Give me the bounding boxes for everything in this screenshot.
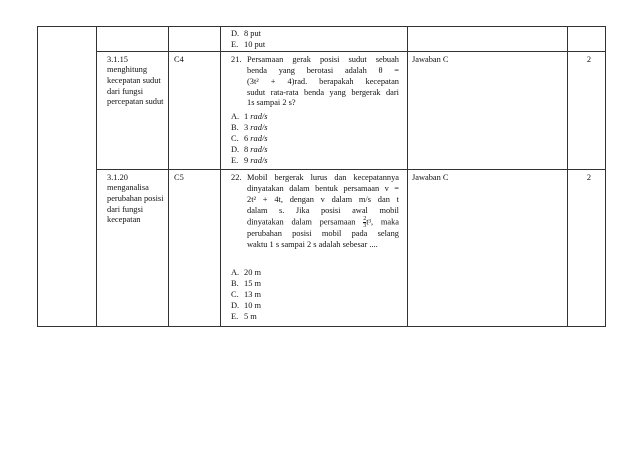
option-unit: rad/s [250, 134, 268, 144]
stem-line: dalam s. Jika posisi awal mobil [247, 205, 399, 215]
option-text: 8 put [244, 29, 261, 38]
option-e [231, 156, 399, 167]
indicator-text: dari fungsi [107, 86, 144, 96]
option-unit: rad/s [250, 155, 268, 165]
option-value: 9 [244, 155, 249, 165]
stem-line: perubahan posisi mobil pada selang [247, 229, 399, 239]
blank-cell [97, 27, 169, 52]
option-text: 15 m [244, 279, 261, 289]
question-number: 21. [231, 54, 242, 64]
score-value: 2 [586, 172, 591, 182]
score-value: 2 [586, 54, 591, 64]
blank-cell [169, 27, 221, 52]
indicator-code: 3.1.15 [107, 54, 128, 64]
score-cell [568, 51, 606, 169]
stem-line: 1s sampai 2 s? [247, 98, 296, 108]
option-text: 13 m [244, 290, 261, 300]
fraction-numerator: 2 [363, 216, 367, 223]
option-e [231, 40, 399, 51]
option-letter: E. [231, 311, 239, 321]
answer-cell [408, 51, 568, 169]
option-letter: A. [231, 112, 240, 122]
option-d [231, 29, 399, 40]
blank-left-cell [38, 27, 97, 327]
options-list [231, 268, 399, 323]
option-text: 20 m [244, 268, 261, 278]
table-row-continuation [38, 27, 606, 52]
answer-key: Jawaban C [412, 172, 449, 182]
option-letter: C. [231, 290, 239, 300]
question-cell [221, 51, 408, 169]
option-a [231, 112, 399, 123]
cognitive-level-cell [169, 51, 221, 169]
options-list [231, 112, 399, 167]
question-grid-table [37, 26, 606, 327]
option-d [231, 145, 399, 156]
stem-line: sudut rata-rata benda yang bergerak dari [247, 87, 399, 97]
option-e [231, 312, 399, 323]
fraction-denominator: 3 [363, 223, 367, 230]
cognitive-level-cell [169, 169, 221, 326]
stem-text: t³, maka [366, 217, 399, 227]
indicator-text: menghitung [107, 65, 148, 75]
indicator-text: perubahan posisi [107, 194, 164, 203]
blank-cell [408, 27, 568, 52]
indicator-text: kecepatan sudut [107, 76, 161, 85]
option-c [231, 290, 399, 301]
option-c [231, 134, 399, 145]
option-text: 5 m [244, 311, 257, 321]
option-b [231, 123, 399, 134]
option-d [231, 301, 399, 312]
question-cell [221, 169, 408, 326]
stem-line: dinyatakan dalam bentuk persamaan v = [247, 183, 399, 193]
indicator-cell [97, 169, 169, 326]
option-letter: C. [231, 134, 239, 144]
options-cell [221, 27, 408, 52]
table-row-q21 [38, 51, 606, 169]
stem-line: (3t² + 4)rad. berapakah kecepatan [247, 76, 399, 86]
option-letter: D. [231, 145, 240, 155]
score-cell [568, 169, 606, 326]
option-text: 10 m [244, 300, 261, 310]
stem-line: Persamaan gerak posisi sudut sebuah [247, 54, 399, 64]
option-value: 1 [244, 112, 249, 122]
option-text: 10 put [244, 39, 266, 49]
indicator-cell [97, 51, 169, 169]
option-a [231, 268, 399, 279]
option-letter: B. [231, 279, 239, 289]
option-letter: D. [231, 300, 240, 310]
indicator-text: percepatan sudut [107, 97, 164, 107]
option-letter: E. [231, 155, 239, 165]
option-unit: rad/s [250, 123, 268, 133]
option-letter: D. [231, 29, 240, 38]
stem-line: Mobil bergerak lurus dan kecepatannya [247, 172, 399, 182]
stem-line: waktu 1 s sampai 2 s adalah sebesar .... [247, 240, 378, 250]
option-value: 8 [244, 145, 249, 155]
answer-cell [408, 169, 568, 326]
cognitive-level: C5 [174, 172, 184, 182]
option-letter: A. [231, 268, 240, 278]
blank-cell [568, 27, 606, 52]
cognitive-level: C4 [174, 54, 184, 64]
indicator-text: dari fungsi [107, 204, 144, 214]
stem-line-with-fraction [247, 216, 399, 229]
option-letter: B. [231, 123, 239, 133]
question-stem [247, 173, 399, 251]
option-unit: rad/s [250, 145, 268, 155]
option-value: 6 [244, 134, 249, 144]
stem-text: dinyatakan dalam persamaan [247, 217, 356, 227]
indicator-text: menganalisa [107, 183, 149, 193]
option-b [231, 279, 399, 290]
question-number: 22. [231, 172, 242, 182]
answer-key: Jawaban C [412, 54, 449, 64]
indicator-text: kecepatan [107, 215, 141, 225]
table-row-q22 [38, 169, 606, 326]
question-stem [247, 55, 399, 110]
option-letter: E. [231, 39, 239, 49]
option-value: 3 [244, 123, 249, 133]
stem-line: benda yang berotasi adalah θ = [247, 65, 399, 75]
indicator-code: 3.1.20 [107, 172, 128, 182]
stem-line: 2t² + 4t, dengan v dalam m/s dan t [247, 194, 399, 204]
option-unit: rad/s [250, 112, 268, 122]
